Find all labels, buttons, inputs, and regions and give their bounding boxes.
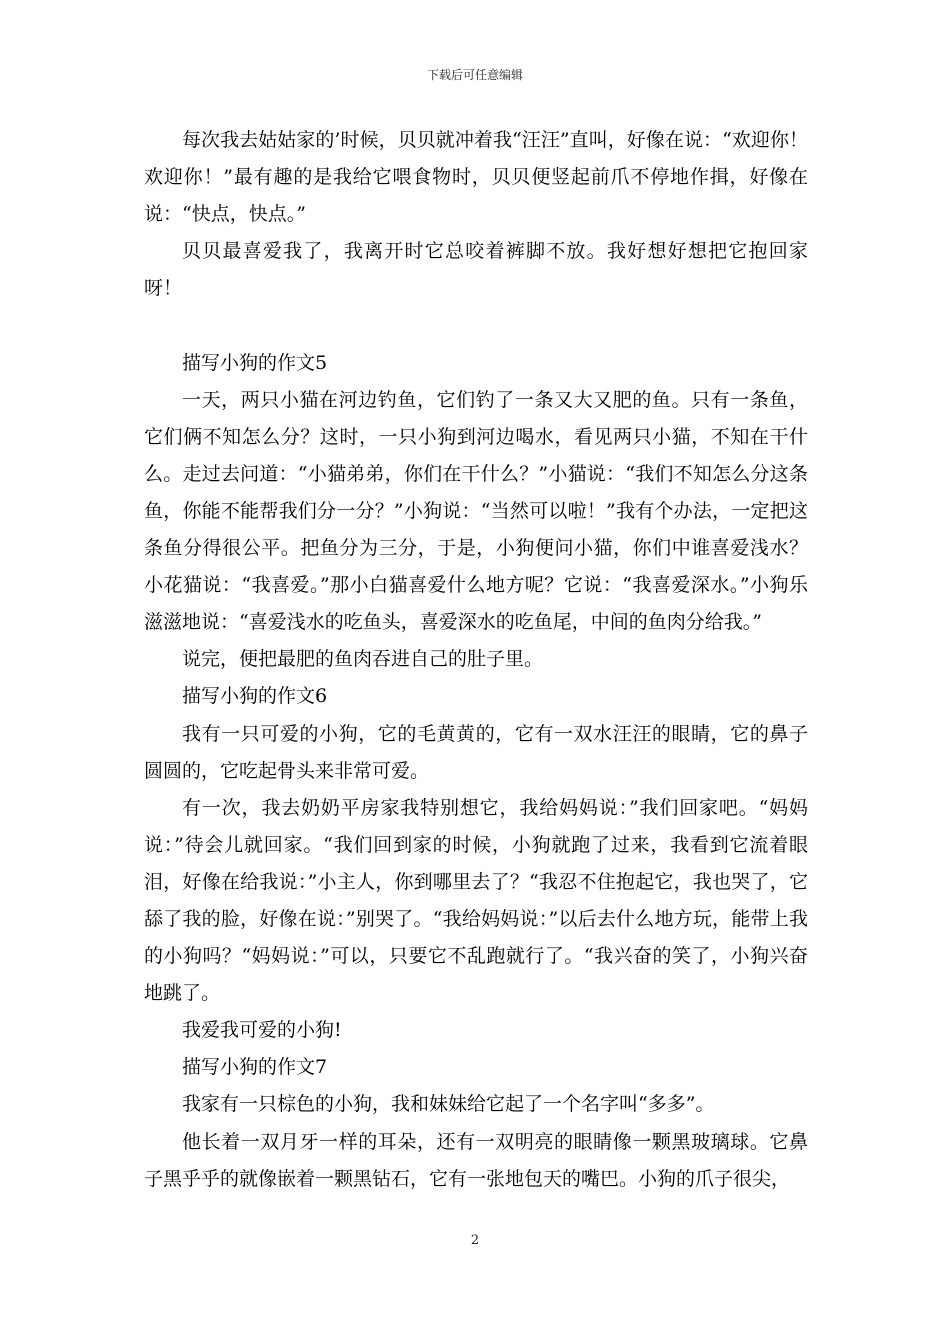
paragraph: 我家有一只棕色的小狗，我和妹妹给它起了一个名字叫“多多”。 — [182, 1093, 715, 1116]
page-number: 2 — [470, 1233, 480, 1248]
section-heading: 描写小狗的作文6 — [182, 685, 328, 708]
paragraph: 每次我去姑姑家的’时候，贝贝就冲着我“汪汪”直叫，好像在说：“欢迎你！欢迎你！”最有趣的是我给它喂食物时，贝贝便竖起前爪不停地作揖，好像在说：“快点，快点。” — [144, 129, 808, 226]
paragraph: 有一次，我去奶奶平房家我特别想它，我给妈妈说：”我们回家吧。“妈妈说：”待会儿就回家。“我们回到家的时候，小狗就跑了过来，我看到它流着眼泪，好像在给我说：”小主人，你到哪里去了？“我忍不住抱起它，我也哭了，它舔了我的脸，好像在说：”别哭了。“我给妈妈说：”以后去什么地方玩，能带上我的小狗吗？“妈妈说：”可以，只要它不乱跑就行了。“我兴奋的笑了，小狗兴奋地跳了。 — [144, 796, 808, 1005]
paragraph: 我有一只可爱的小狗，它的毛黄黄的，它有一双水汪汪的眼睛，它的鼻子圆圆的，它吃起骨头来非常可爱。 — [144, 722, 808, 782]
page-header: 下载后可任意编辑 — [426, 68, 523, 82]
blank-line — [144, 307, 808, 344]
paragraph: 我爱我可爱的小狗! — [182, 1019, 342, 1042]
paragraph: 说完，便把最肥的鱼肉吞进自己的肚子里。 — [182, 648, 544, 671]
section-heading: 描写小狗的作文7 — [182, 1056, 328, 1079]
paragraph: 一天，两只小猫在河边钓鱼，它们钓了一条又大又肥的鱼。只有一条鱼，它们俩不知怎么分？这时，一只小狗到河边喝水，看见两只小猫，不知在干什么。走过去问道：“小猫弟弟，你们在干什么？”小猫说：“我们不知怎么分这条鱼，你能不能帮我们分一分？”小狗说：“当然可以啦！”我有个办法，一定把这条鱼分得很公平。把鱼分为三分，于是，小狗便问小猫，你们中谁喜爱浅水？小花猫说：“我喜爱。”那小白猫喜爱什么地方呢？它说：“我喜爱深水。”小狗乐滋滋地说：“喜爱浅水的吃鱼头，喜爱深水的吃鱼尾，中间的鱼肉分给我。” — [144, 388, 808, 634]
section-heading: 描写小狗的作文5 — [182, 351, 328, 374]
paragraph: 贝贝最喜爱我了，我离开时它总咬着裤脚不放。我好想好想把它抱回家呀！ — [144, 240, 808, 300]
paragraph: 他长着一双月牙一样的耳朵，还有一双明亮的眼睛像一颗黑玻璃球。它鼻子黑乎乎的就像嵌着一颗黑钻石，它有一张地包天的嘴巴。小狗的爪子很尖， — [144, 1130, 808, 1190]
document-body — [144, 122, 808, 1198]
